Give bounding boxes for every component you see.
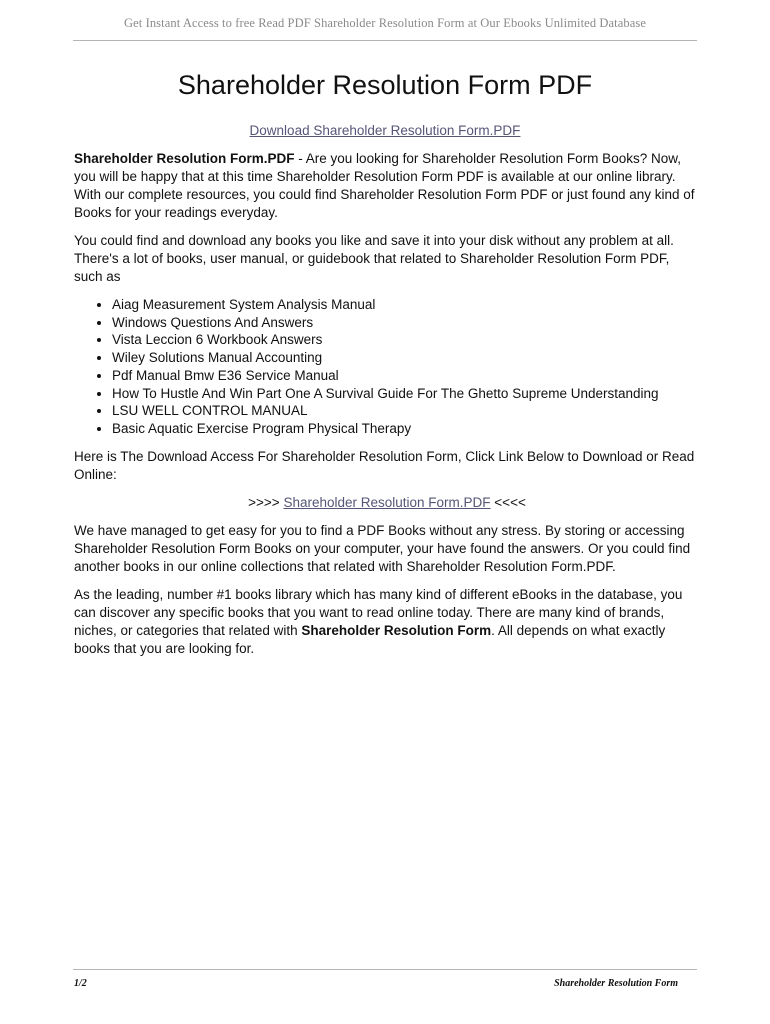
intro-paragraph [74, 150, 700, 222]
access-suffix: <<<< [490, 494, 526, 510]
download-link-row [0, 123, 770, 138]
download-link[interactable]: Download Shareholder Resolution Form.PDF [249, 123, 521, 138]
library-text-before: As the leading, number #1 books library which has many kind of different eBooks in the database, you can discover any specific books that you want to read online today. There are many kind of brands, niches, or categories that related with [74, 586, 683, 638]
access-prefix: >>>> [248, 494, 284, 510]
intro-text: - Are you looking for Shareholder Resolution Form Books? Now, you will be happy that at this time Shareholder Resolution Form PDF is available at our online library. With our complete resources, you could find Shareholder Resolution Form PDF or just found any kind of Books for your readings everyday. [74, 151, 695, 220]
footer-title: Shareholder Resolution Form [554, 978, 678, 989]
list-item: • Basic Aquatic Exercise Program Physical Therapy [112, 420, 700, 438]
paragraph-books-intro: You could find and download any books you like and save it into your disk without any problem at all. There's a lot of books, user manual, or guidebook that related to Shareholder Resolution Form PDF, such as [74, 233, 674, 284]
header-divider [73, 40, 697, 41]
page-number: 1/2 [74, 978, 87, 989]
list-item: • How To Hustle And Win Part One A Survival Guide For The Ghetto Supreme Understanding [112, 385, 700, 403]
access-line [74, 494, 700, 512]
library-text-after: . All depends on what exactly books that you are looking for. [74, 622, 666, 656]
intro-bold: Shareholder Resolution Form.PDF [74, 151, 295, 166]
book-list [74, 296, 700, 438]
paragraph-storing: We have managed to get easy for you to find a PDF Books without any stress. By storing or accessing Shareholder Resolution Form Books on your computer, your have found the answers. Or you could find another books in our online collections that related with Shareholder Resolution Form.PDF. [74, 522, 691, 574]
list-item: • Wiley Solutions Manual Accounting [112, 349, 700, 367]
access-link[interactable]: Shareholder Resolution Form.PDF [283, 494, 491, 510]
list-item: • LSU WELL CONTROL MANUAL [112, 402, 700, 420]
page-title: Shareholder Resolution Form PDF [177, 70, 593, 100]
paragraph-download-access: Here is The Download Access For Shareholder Resolution Form, Click Link Below to Download or Read Online: [74, 448, 695, 482]
top-banner: Get Instant Access to free Read PDF Shareholder Resolution Form at Our Ebooks Unlimited Database [124, 16, 646, 30]
list-item: • Vista Leccion 6 Workbook Answers [112, 331, 700, 349]
paragraph-library [74, 586, 700, 658]
list-item: • Pdf Manual Bmw E36 Service Manual [112, 367, 700, 385]
main-content [74, 150, 700, 668]
library-bold: Shareholder Resolution Form [301, 622, 492, 638]
list-item: • Aiag Measurement System Analysis Manual [112, 296, 700, 314]
list-item: • Windows Questions And Answers [112, 314, 700, 332]
footer-divider [73, 969, 697, 970]
